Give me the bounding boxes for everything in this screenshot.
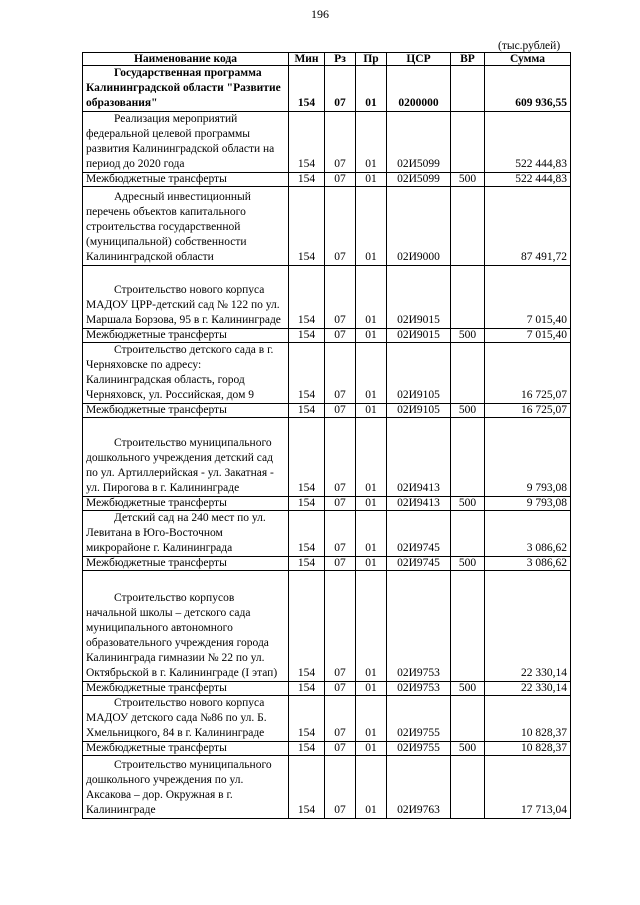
row-min: 154 bbox=[289, 343, 325, 404]
row-rz: 07 bbox=[325, 343, 356, 404]
row-rz: 07 bbox=[325, 173, 356, 187]
table-row bbox=[83, 187, 571, 266]
row-rz: 07 bbox=[325, 682, 356, 696]
row-name: Строительство муниципального дошкольного учреждения детский сад по ул. Артиллерийская - ул. Закатная - ул. Пирогова в г. Калининграде bbox=[86, 437, 274, 494]
row-pr: 01 bbox=[356, 742, 387, 756]
row-pr: 01 bbox=[356, 571, 387, 682]
table-row bbox=[83, 404, 571, 418]
row-name: Строительство детского сада в г. Черняховске по адресу: Калининградская область, город Черняховск, ул. Российская, дом 9 bbox=[86, 344, 274, 401]
row-sum: 7 015,40 bbox=[485, 266, 571, 329]
page-number: 196 bbox=[311, 7, 329, 21]
table-row bbox=[83, 511, 571, 557]
row-csr: 02И9015 bbox=[387, 266, 451, 329]
row-rz: 07 bbox=[325, 187, 356, 266]
header-rz: Рз bbox=[325, 53, 356, 66]
row-pr: 01 bbox=[356, 66, 387, 112]
row-name: Межбюджетные трансферты bbox=[83, 329, 289, 343]
row-pr: 01 bbox=[356, 187, 387, 266]
row-csr: 02И9105 bbox=[387, 404, 451, 418]
row-name: Межбюджетные трансферты bbox=[83, 742, 289, 756]
row-min: 154 bbox=[289, 404, 325, 418]
row-min: 154 bbox=[289, 112, 325, 173]
units-label: (тыс.рублей) bbox=[498, 40, 561, 52]
row-pr: 01 bbox=[356, 696, 387, 742]
row-name: Строительство нового корпуса МАДОУ ЦРР-детский сад № 122 по ул. Маршала Борзова, 95 в г. Калининграде bbox=[86, 284, 281, 326]
row-rz: 07 bbox=[325, 329, 356, 343]
row-vr bbox=[451, 571, 485, 682]
row-csr: 02И9753 bbox=[387, 571, 451, 682]
row-sum: 16 725,07 bbox=[485, 404, 571, 418]
row-pr: 01 bbox=[356, 557, 387, 571]
header-sum: Сумма bbox=[485, 53, 571, 66]
row-min: 154 bbox=[289, 497, 325, 511]
row-rz: 07 bbox=[325, 266, 356, 329]
row-rz: 07 bbox=[325, 696, 356, 742]
table-row bbox=[83, 173, 571, 187]
row-vr bbox=[451, 756, 485, 819]
row-vr: 500 bbox=[451, 404, 485, 418]
table-row bbox=[83, 571, 571, 682]
row-rz: 07 bbox=[325, 112, 356, 173]
table-row bbox=[83, 682, 571, 696]
row-pr: 01 bbox=[356, 404, 387, 418]
table-row bbox=[83, 756, 571, 819]
row-sum: 522 444,83 bbox=[485, 173, 571, 187]
row-vr: 500 bbox=[451, 173, 485, 187]
row-vr bbox=[451, 66, 485, 112]
row-vr: 500 bbox=[451, 682, 485, 696]
row-min: 154 bbox=[289, 756, 325, 819]
row-sum: 22 330,14 bbox=[485, 571, 571, 682]
row-min: 154 bbox=[289, 682, 325, 696]
row-min: 154 bbox=[289, 329, 325, 343]
row-pr: 01 bbox=[356, 511, 387, 557]
row-min: 154 bbox=[289, 511, 325, 557]
row-min: 154 bbox=[289, 557, 325, 571]
row-pr: 01 bbox=[356, 682, 387, 696]
row-csr: 02И9413 bbox=[387, 418, 451, 497]
row-sum: 10 828,37 bbox=[485, 696, 571, 742]
row-csr: 02И9015 bbox=[387, 329, 451, 343]
row-csr: 02И9753 bbox=[387, 682, 451, 696]
row-rz: 07 bbox=[325, 497, 356, 511]
row-csr: 02И9413 bbox=[387, 497, 451, 511]
row-vr bbox=[451, 696, 485, 742]
table-row bbox=[83, 329, 571, 343]
row-rz: 07 bbox=[325, 756, 356, 819]
row-name: Государственная программа Калининградской области "Развитие образования" bbox=[86, 67, 281, 109]
row-sum: 609 936,55 bbox=[485, 66, 571, 112]
row-csr: 02И9745 bbox=[387, 557, 451, 571]
row-sum: 9 793,08 bbox=[485, 418, 571, 497]
row-vr bbox=[451, 187, 485, 266]
row-pr: 01 bbox=[356, 266, 387, 329]
row-pr: 01 bbox=[356, 418, 387, 497]
row-sum: 16 725,07 bbox=[485, 343, 571, 404]
row-name: Межбюджетные трансферты bbox=[83, 173, 289, 187]
header-csr: ЦСР bbox=[387, 53, 451, 66]
row-vr bbox=[451, 418, 485, 497]
row-rz: 07 bbox=[325, 571, 356, 682]
row-csr: 0200000 bbox=[387, 66, 451, 112]
row-min: 154 bbox=[289, 266, 325, 329]
table-row bbox=[83, 66, 571, 112]
row-rz: 07 bbox=[325, 418, 356, 497]
header-name: Наименование кода bbox=[83, 53, 289, 66]
table-row bbox=[83, 266, 571, 329]
row-name: Межбюджетные трансферты bbox=[83, 497, 289, 511]
table-row bbox=[83, 696, 571, 742]
row-min: 154 bbox=[289, 173, 325, 187]
row-name: Межбюджетные трансферты bbox=[83, 404, 289, 418]
row-name: Строительство нового корпуса МАДОУ детского сада №86 по ул. Б. Хмельницкого, 84 в г. Калининграде bbox=[86, 697, 267, 739]
row-name: Межбюджетные трансферты bbox=[83, 682, 289, 696]
row-sum: 9 793,08 bbox=[485, 497, 571, 511]
row-csr: 02И9763 bbox=[387, 756, 451, 819]
row-name: Адресный инвестиционный перечень объектов капитального строительства государственной (муниципальной) собственности Калининградской области bbox=[86, 191, 251, 263]
row-sum: 522 444,83 bbox=[485, 112, 571, 173]
row-min: 154 bbox=[289, 418, 325, 497]
table-row bbox=[83, 497, 571, 511]
row-sum: 17 713,04 bbox=[485, 756, 571, 819]
row-vr bbox=[451, 511, 485, 557]
header-pr: Пр bbox=[356, 53, 387, 66]
row-sum: 3 086,62 bbox=[485, 557, 571, 571]
row-rz: 07 bbox=[325, 66, 356, 112]
row-sum: 10 828,37 bbox=[485, 742, 571, 756]
row-sum: 7 015,40 bbox=[485, 329, 571, 343]
row-sum: 87 491,72 bbox=[485, 187, 571, 266]
table-row bbox=[83, 112, 571, 173]
row-sum: 22 330,14 bbox=[485, 682, 571, 696]
header-min: Мин bbox=[289, 53, 325, 66]
row-min: 154 bbox=[289, 742, 325, 756]
row-vr bbox=[451, 112, 485, 173]
row-csr: 02И9755 bbox=[387, 742, 451, 756]
row-pr: 01 bbox=[356, 497, 387, 511]
row-rz: 07 bbox=[325, 511, 356, 557]
table-row bbox=[83, 418, 571, 497]
row-name: Межбюджетные трансферты bbox=[83, 557, 289, 571]
row-csr: 02И9105 bbox=[387, 343, 451, 404]
row-vr bbox=[451, 343, 485, 404]
row-sum: 3 086,62 bbox=[485, 511, 571, 557]
row-csr: 02И9755 bbox=[387, 696, 451, 742]
row-vr: 500 bbox=[451, 497, 485, 511]
table-row bbox=[83, 742, 571, 756]
row-name: Реализация мероприятий федеральной целевой программы развития Калининградской области на период до 2020 года bbox=[86, 113, 275, 170]
row-min: 154 bbox=[289, 187, 325, 266]
row-vr: 500 bbox=[451, 742, 485, 756]
row-pr: 01 bbox=[356, 173, 387, 187]
table-header-row bbox=[83, 53, 571, 66]
row-min: 154 bbox=[289, 696, 325, 742]
row-name: Строительство корпусов начальной школы – детского сада муниципального автономного образовательного учреждения города Калининграда гимназии № 22 по ул. Октябрьской в г. Калининграде (I этап) bbox=[86, 592, 278, 679]
row-min: 154 bbox=[289, 66, 325, 112]
row-min: 154 bbox=[289, 571, 325, 682]
row-csr: 02И5099 bbox=[387, 112, 451, 173]
row-name: Строительство муниципального дошкольного учреждения по ул. Аксакова – дор. Окружная в г. Калининграде bbox=[86, 759, 272, 816]
table-row bbox=[83, 557, 571, 571]
row-vr bbox=[451, 266, 485, 329]
row-rz: 07 bbox=[325, 557, 356, 571]
row-csr: 02И9000 bbox=[387, 187, 451, 266]
row-csr: 02И5099 bbox=[387, 173, 451, 187]
row-rz: 07 bbox=[325, 742, 356, 756]
budget-table bbox=[82, 52, 571, 819]
row-pr: 01 bbox=[356, 329, 387, 343]
row-pr: 01 bbox=[356, 112, 387, 173]
row-name: Детский сад на 240 мест по ул. Левитана в Юго-Восточном микрорайоне г. Калининграда bbox=[86, 512, 266, 554]
row-vr: 500 bbox=[451, 329, 485, 343]
row-rz: 07 bbox=[325, 404, 356, 418]
table-row bbox=[83, 343, 571, 404]
row-pr: 01 bbox=[356, 343, 387, 404]
row-vr: 500 bbox=[451, 557, 485, 571]
header-vr: ВР bbox=[451, 53, 485, 66]
row-csr: 02И9745 bbox=[387, 511, 451, 557]
row-pr: 01 bbox=[356, 756, 387, 819]
